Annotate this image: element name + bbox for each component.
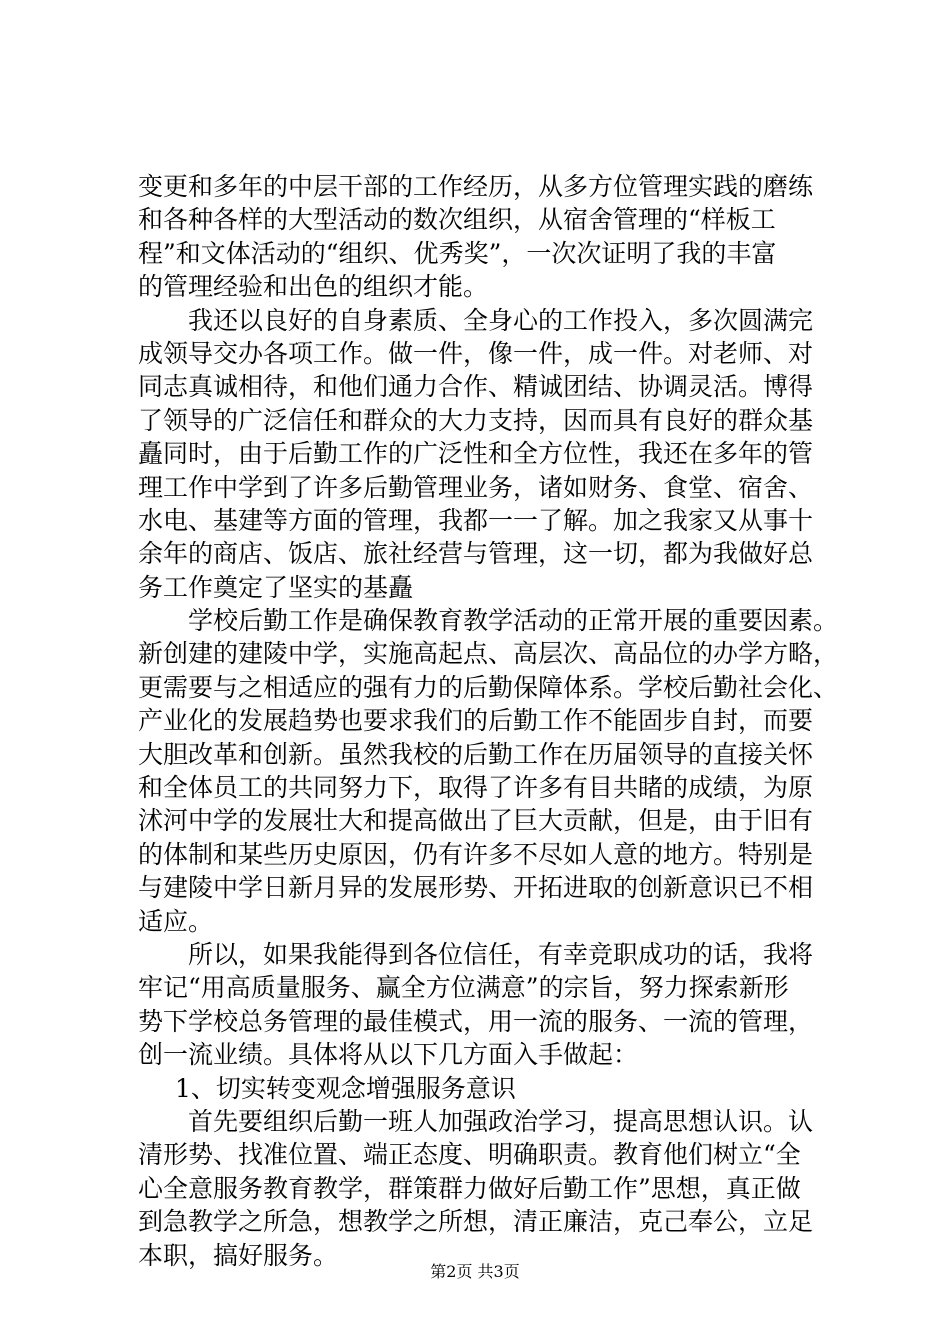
- text-line: 水电、基建等方面的管理，我都一一了解。加之我家又从事十: [138, 505, 814, 535]
- text-line: 与建陵中学日新月异的发展形势、开拓进取的创新意识已不相: [138, 873, 814, 903]
- text-line: 余年的商店、饭店、旅社经营与管理，这一切，都为我做好总: [138, 539, 814, 569]
- text-line: 程”和文体活动的“组织、优秀奖”，一次次证明了我的丰富: [138, 238, 777, 268]
- text-line: 的管理经验和出色的组织才能。: [138, 272, 489, 302]
- document-body: [138, 170, 839, 1272]
- text-line: 和各种各样的大型活动的数次组织，从宿舍管理的“样板工: [138, 205, 776, 235]
- text-line: 理工作中学到了许多后勤管理业务，诸如财务、食堂、宿舍、: [138, 472, 814, 502]
- text-line: 成领导交办各项工作。做一件，像一件，成一件。对老师、对: [138, 338, 814, 368]
- paragraph-start-line: 所以，如果我能得到各位信任，有幸竞职成功的话，我将: [188, 939, 814, 969]
- text-line: 的体制和某些历史原因，仍有许多不尽如人意的地方。特别是: [138, 839, 814, 869]
- text-line: 本职，搞好服务。: [138, 1240, 339, 1270]
- text-line: 到急教学之所急，想教学之所想，清正廉洁，克己奉公，立足: [138, 1207, 814, 1237]
- text-line: 牢记“用高质量服务、赢全方位满意”的宗旨，努力探索新形: [138, 973, 789, 1003]
- paragraph-start-line: 首先要组织后勤一班人加强政治学习，提高思想认识。认: [188, 1106, 814, 1136]
- text-line: 更需要与之相适应的强有力的后勤保障体系。学校后勤社会化、: [138, 672, 839, 702]
- section-heading: 1、切实转变观念增强服务意识: [175, 1073, 516, 1103]
- page-number-footer: 第2页 共3页: [430, 1262, 520, 1281]
- text-line: 创一流业绩。具体将从以下几方面入手做起：: [138, 1040, 639, 1070]
- text-line: 沭河中学的发展壮大和提高做出了巨大贡献，但是，由于旧有: [138, 806, 814, 836]
- text-line: 务工作奠定了坚实的基矗: [138, 572, 414, 602]
- text-line: 变更和多年的中层干部的工作经历，从多方位管理实践的磨练: [138, 172, 814, 201]
- paragraph-start-line: 学校后勤工作是确保教育教学活动的正常开展的重要因素。: [188, 606, 839, 636]
- text-line: 适应。: [138, 906, 214, 936]
- text-line: 清形势、找准位置、端正态度、明确职责。教育他们树立“全: [138, 1140, 801, 1170]
- text-line: 同志真诚相待，和他们通力合作、精诚团结、协调灵活。博得: [138, 372, 814, 402]
- text-line: 了领导的广泛信任和群众的大力支持，因而具有良好的群众基: [138, 405, 814, 435]
- text-line: 心全意服务教育教学，群策群力做好后勤工作”思想，真正做: [138, 1173, 801, 1203]
- text-line: 和全体员工的共同努力下，取得了许多有目共睹的成绩，为原: [138, 773, 814, 803]
- text-line: 矗同时，由于后勤工作的广泛性和全方位性，我还在多年的管: [138, 439, 814, 469]
- text-line: 势下学校总务管理的最佳模式，用一流的服务、一流的管理，: [138, 1006, 814, 1036]
- text-line: 大胆改革和创新。虽然我校的后勤工作在历届领导的直接关怀: [138, 739, 814, 769]
- text-line: 新创建的建陵中学，实施高起点、高层次、高品位的办学方略，: [138, 639, 839, 669]
- text-line: 产业化的发展趋势也要求我们的后勤工作不能固步自封，而要: [138, 706, 814, 736]
- paragraph-start-line: 我还以良好的自身素质、全身心的工作投入，多次圆满完: [188, 305, 814, 335]
